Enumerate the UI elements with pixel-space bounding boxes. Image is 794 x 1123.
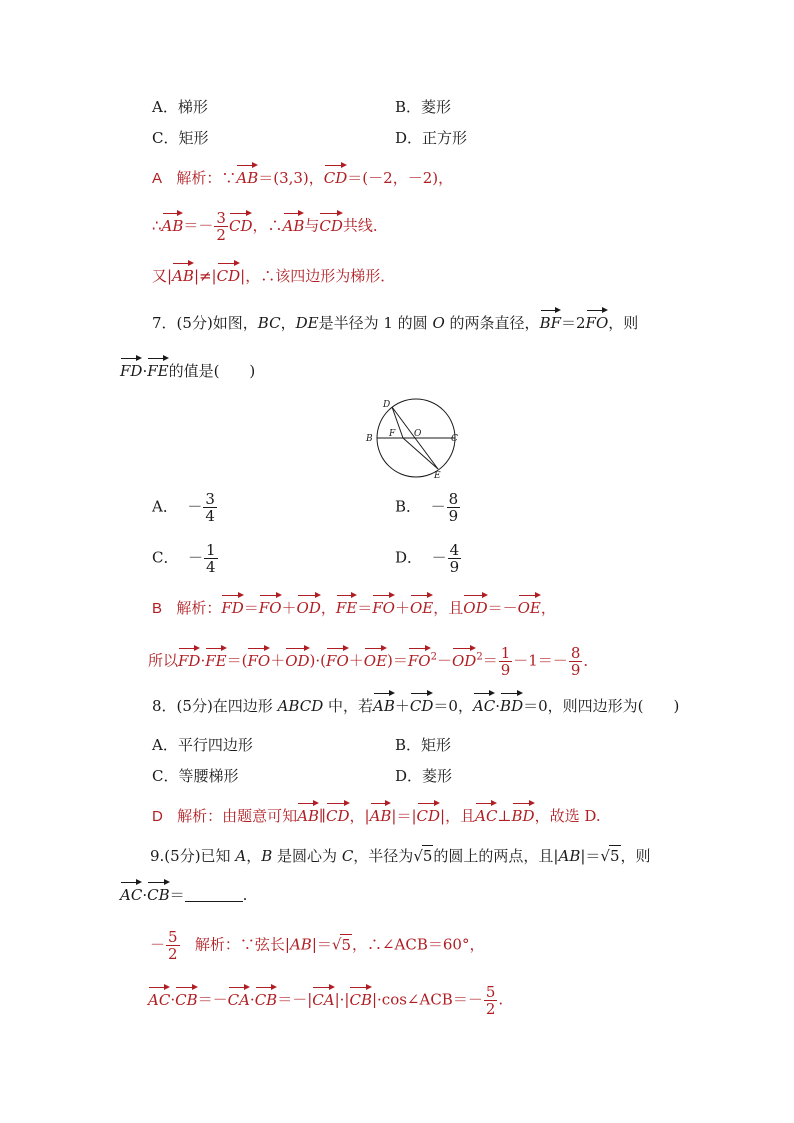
label-f: F (389, 429, 396, 439)
q7-option-a: A． － $\frac{3}{4}$ (152, 490, 215, 525)
q8-option-a: A．平行四边形 (152, 736, 253, 754)
q8-stem: 8．(5分)在四边形 ABCD 中，若AB＋CD＝0，AC·BD＝0，则四边形为( ) (152, 697, 680, 715)
circle-figure (364, 398, 464, 486)
label-d: D (383, 400, 391, 410)
q6-option-d: D．正方形 (395, 129, 468, 147)
q7-option-b: B． － $\frac{8}{9}$ (395, 490, 459, 525)
q6-solution-line2: ∴AB＝－ $\frac{3}{2}$ CD，∴AB与CD共线． (152, 209, 388, 244)
q7-option-c: C． － $\frac{1}{4}$ (152, 541, 216, 576)
q8-solution: D 解析：由题意可知AB∥CD，|AB|＝|CD|，且AC⊥BD，故选 D. (152, 807, 601, 825)
q6-solution-line3: 又|AB|≠|CD|，∴该四边形为梯形． (152, 267, 396, 285)
q6-option-a: A．梯形 (152, 98, 208, 116)
label-c: C (451, 434, 458, 444)
q8-option-c: C．等腰梯形 (152, 767, 239, 785)
circle-diagram (364, 398, 464, 482)
q7-stem-line2: FD·FE的值是( ) (120, 362, 256, 380)
label-o: O (414, 429, 422, 439)
label-b: B (366, 434, 373, 444)
q8-option-b: B．矩形 (395, 736, 452, 754)
q7-solution-line1: B 解析：FD＝FO＋OD，FE＝FO＋OE，且OD＝－OE， (152, 599, 556, 617)
q7-stem-line1: 7．(5分)如图，BC，DE是半径为 1 的圆 O 的两条直径，BF＝2FO，则 (152, 314, 639, 332)
q6-option-c: C．矩形 (152, 129, 209, 147)
q9-stem-line1: 9.(5分)已知 A，B 是圆心为 C，半径为√5的圆上的两点，且|AB|＝√5，则 (150, 847, 651, 865)
q6-option-b: B．菱形 (395, 98, 452, 116)
q6-solution-line1: A 解析：∵AB＝(3,3)，CD＝(－2，－2)， (152, 169, 454, 187)
q8-option-d: D．菱形 (395, 767, 453, 785)
q7-solution-line2: 所以$FD\cdot FE=(FO+OD)\cdot(FO+OE)=FO^2-OD^2=$ $\frac{1}{9}$ －1＝－ $\frac{8}{9}$ ． (148, 644, 599, 679)
label-e: E (434, 471, 441, 481)
q9-solution-line1: － $\frac{5}{2}$ 解析：∵弦长|AB|＝√5，∴∠ACB＝60°， (150, 928, 485, 963)
answer-blank (185, 887, 243, 902)
segment-fe (403, 438, 438, 469)
q9-stem-line2: AC·CB＝ . (120, 886, 248, 904)
fraction-3-2: $\frac{3}{2}$ (216, 209, 226, 244)
q7-option-d: D． － $\frac{4}{9}$ (395, 541, 460, 576)
q9-solution-line2: AC·CB＝－CA·CB＝－|CA|·|CB|·cos∠ACB＝－ $\frac{5}{2}$ . (148, 983, 504, 1018)
